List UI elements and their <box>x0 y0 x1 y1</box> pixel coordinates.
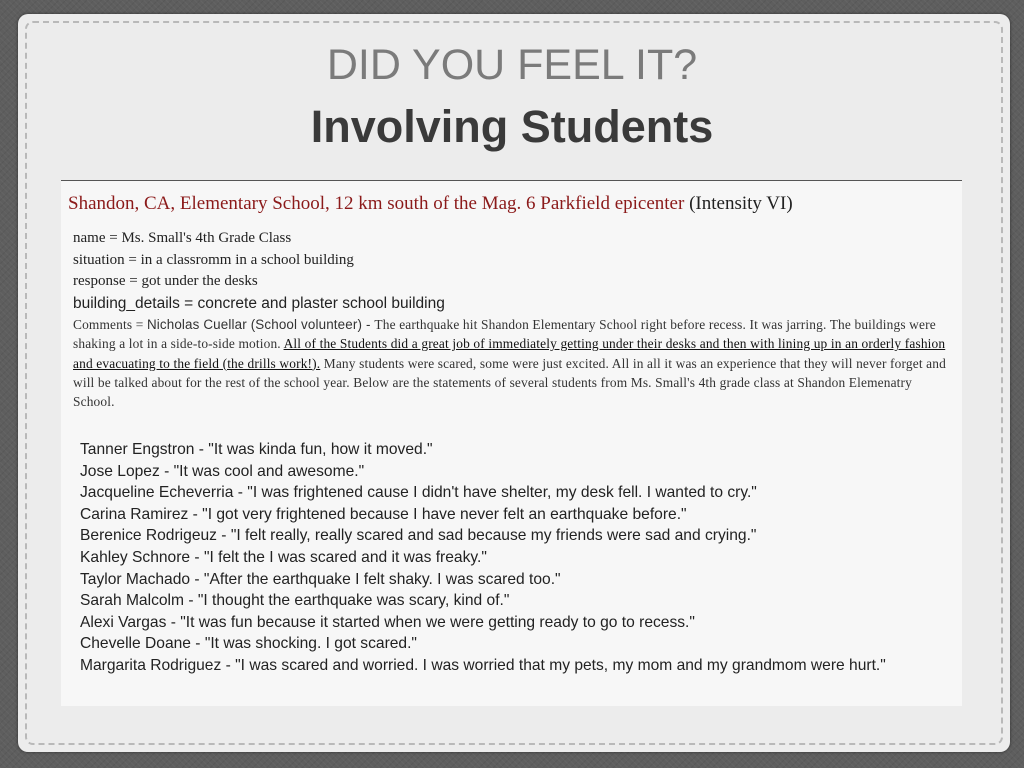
student-statement: Alexi Vargas - "It was fun because it started when we were getting ready to go to recess." <box>80 613 695 631</box>
comments-prefix: Comments = <box>73 317 147 332</box>
comments-underlined: All of the Students did a great job of immediately getting under their desks and then with lining up in an orderly fashion and evacuating to the field (the drills work!). <box>73 336 946 371</box>
report-location: Shandon, CA, Elementary School, 12 km south of the Mag. 6 Parkfield epicenter <box>68 193 690 214</box>
student-statement: Chevelle Doane - "It was shocking. I got scared." <box>80 635 417 653</box>
report-fields <box>73 228 445 314</box>
student-statement: Margarita Rodriguez - "I was scared and worried. I was worried that my pets, my mom and my grandmom were hurt." <box>80 656 886 674</box>
field-building-details: building_details = concrete and plaster school building <box>73 294 445 312</box>
student-statements <box>80 439 950 677</box>
intensity-label: (Intensity VI) <box>689 193 793 214</box>
report-panel <box>61 180 962 706</box>
slide-title: DID YOU FEEL IT? <box>326 41 698 89</box>
field-name: name = Ms. Small's 4th Grade Class <box>73 230 292 246</box>
student-statement: Carina Ramirez - "I got very frightened because I have never felt an earthquake before." <box>80 505 687 523</box>
field-response: response = got under the desks <box>73 273 258 289</box>
student-statement: Tanner Engstron - "It was kinda fun, how it moved." <box>80 441 433 458</box>
field-situation: situation = in a classromm in a school building <box>73 251 354 268</box>
student-statement: Jose Lopez - "It was cool and awesome." <box>80 462 365 480</box>
student-statement: Taylor Machado - "After the earthquake I felt shaky. I was scared too." <box>80 570 561 588</box>
student-statement: Jacqueline Echeverria - "I was frightened cause I didn't have shelter, my desk fell. I wanted to cry." <box>80 484 757 502</box>
comments-author: Nicholas Cuellar (School volunteer) - <box>146 317 375 332</box>
report-heading <box>68 193 793 215</box>
student-statement: Sarah Malcolm - "I thought the earthquake was scary, kind of." <box>80 592 510 610</box>
comments-text-2: Many students were scared, some were just excited. All in all it was an experience that they will never forget and will be talked about for the rest of the school year. Below are the statements of several students from Ms. Small's 4th grade class at Shandon Elemenatry School. <box>73 355 946 410</box>
comments-text-1: The earthquake hit Shandon Elementary School right before recess. It was jarring. The buildings were shaking a lot in a side-to-side motion. <box>73 317 936 352</box>
student-statement: Berenice Rodrigeuz - "I felt really, really scared and sad because my friends were sad and crying." <box>80 527 757 545</box>
comments-paragraph <box>73 315 948 411</box>
student-statement: Kahley Schnore - "I felt the I was scared and it was freaky." <box>80 548 487 566</box>
slide-subtitle: Involving Students <box>310 101 714 152</box>
